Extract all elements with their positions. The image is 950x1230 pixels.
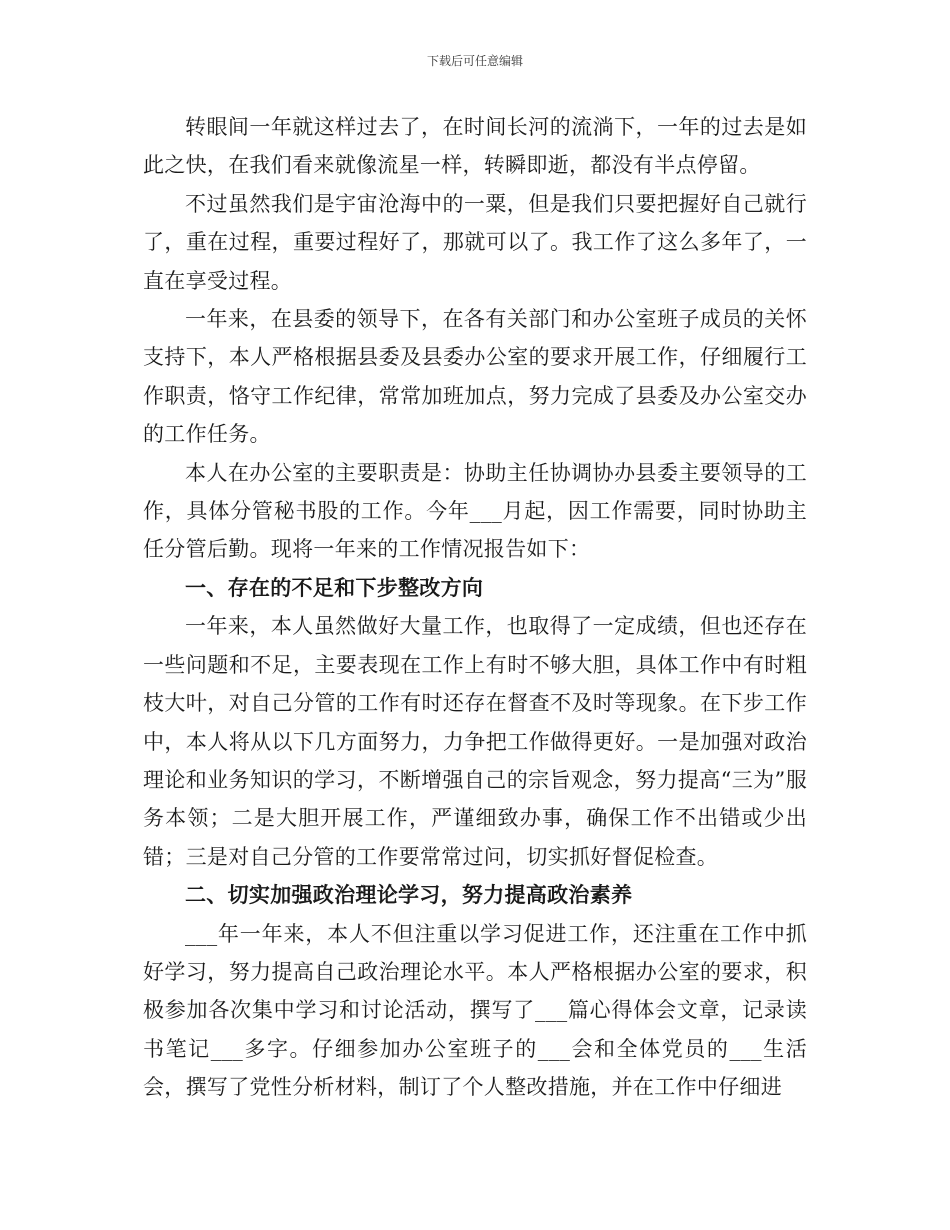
paragraph-4: 本人在办公室的主要职责是：协助主任协调协办县委主要领导的工作，具体分管秘书股的工作。今年___月起，因工作需要，同时协助主任分管后勤。现将一年来的工作情况报告如下： [143, 460, 807, 562]
paragraph-2: 不过虽然我们是宇宙沧海中的一粟，但是我们只要把握好自己就行了，重在过程，重要过程好了，那就可以了。我工作了这么多年了，一直在享受过程。 [143, 191, 807, 293]
page-header-note: 下载后可任意编辑 [426, 54, 523, 68]
paragraph-3: 一年来，在县委的领导下，在各有关部门和办公室班子成员的关怀支持下，本人严格根据县委及县委办公室的要求开展工作，仔细履行工作职责，恪守工作纪律，常常加班加点，努力完成了县委及办公室交办的工作任务。 [143, 307, 807, 447]
paragraph-5: 一年来，本人虽然做好大量工作，也取得了一定成绩，但也还存在一些问题和不足，主要表现在工作上有时不够大胆，具体工作中有时粗枝大叶，对自己分管的工作有时还存在督查不及时等现象。在下步工作中，本人将从以下几方面努力，力争把工作做得更好。一是加强对政治理论和业务知识的学习，不断增强自己的宗旨观念，努力提高“三为”服务本领；二是大胆开展工作，严谨细致办事，确保工作不出错或少出错；三是对自己分管的工作要常常过问，切实抓好督促检查。 [143, 614, 807, 869]
paragraph-6: ___年一年来，本人不但注重以学习促进工作，还注重在工作中抓好学习，努力提高自己政治理论水平。本人严格根据办公室的要求，积极参加各次集中学习和讨论活动，撰写了___篇心得体会文章，记录读书笔记___多字。仔细参加办公室班子的___会和全体党员的___生活会，撰写了党性分析材料，制订了个人整改措施，并在工作中仔细进 [143, 921, 807, 1100]
section-heading-1: 一、存在的不足和下步整改方向 [185, 575, 484, 600]
document-body [143, 108, 807, 1107]
paragraph-1: 转眼间一年就这样过去了，在时间长河的流淌下，一年的过去是如此之快，在我们看来就像流星一样，转瞬即逝，都没有半点停留。 [143, 115, 807, 178]
section-heading-2: 二、切实加强政治理论学习，努力提高政治素养 [185, 883, 633, 908]
